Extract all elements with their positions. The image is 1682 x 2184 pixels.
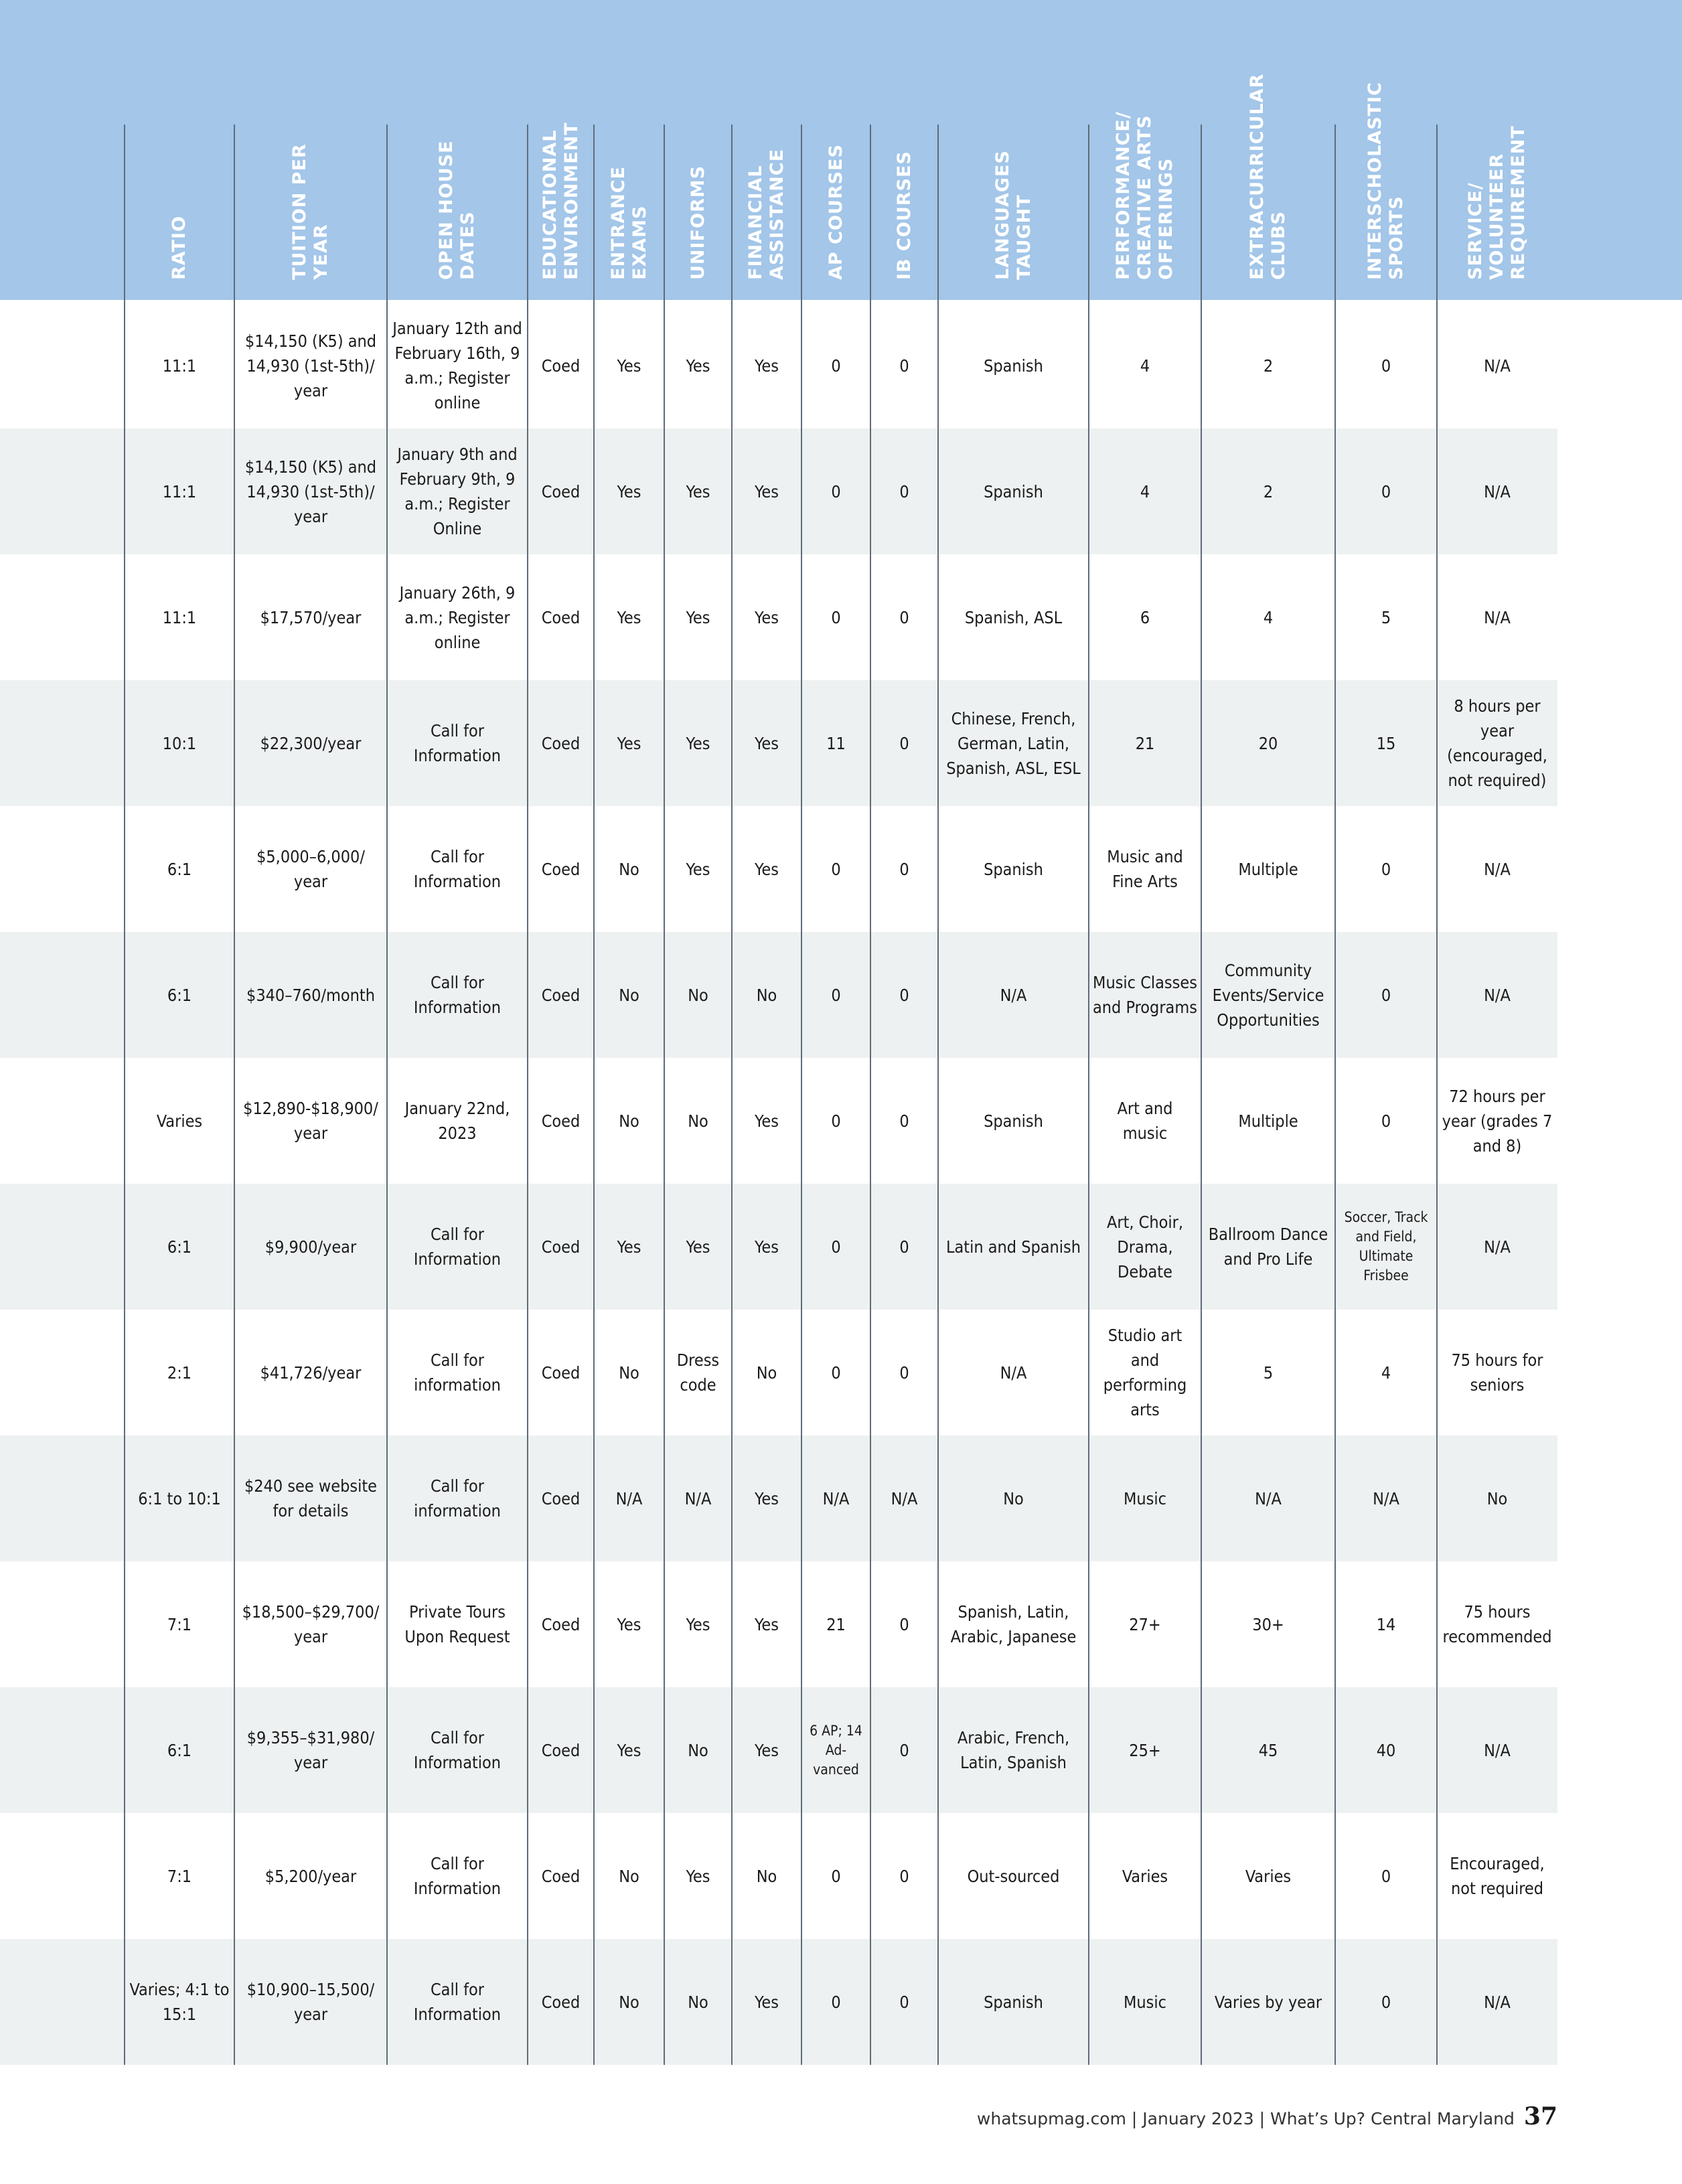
cell-ib-courses: 0 [899, 985, 909, 1005]
cell-tuition: $17,570/year [260, 607, 362, 627]
cell-service: N/A [1484, 607, 1511, 627]
cell-entrance-exams: Yes [617, 356, 641, 376]
cell-clubs: Multiple [1238, 859, 1298, 879]
col-header-clubs: EXTRACURRICULAR CLUBS [1247, 73, 1289, 280]
cell-sports: 4 [1381, 1362, 1391, 1383]
cell-clubs: Ballroom Dance and Pro Life [1208, 1225, 1328, 1269]
cell-environment: Coed [541, 859, 581, 879]
cell-languages: No [1003, 1488, 1024, 1508]
cell-arts: 25+ [1129, 1740, 1161, 1760]
cell-entrance-exams: Yes [617, 1740, 641, 1760]
gridline [234, 125, 235, 2065]
cell-clubs: N/A [1255, 1488, 1282, 1508]
cell-open-house: Call for information [414, 1350, 501, 1395]
cell-entrance-exams: N/A [615, 1488, 643, 1508]
page-number: 37 [1523, 2102, 1557, 2130]
cell-sports: Soccer, Track and Field, Ultimate Frisbee [1344, 1209, 1428, 1283]
cell-arts: 21 [1135, 733, 1155, 753]
cell-ratio: 7:1 [167, 1614, 192, 1634]
cell-financial-assistance: Yes [755, 733, 779, 753]
cell-environment: Coed [541, 607, 581, 627]
cell-entrance-exams: No [619, 1362, 639, 1383]
cell-clubs: 30+ [1252, 1614, 1284, 1634]
cell-uniforms: Yes [686, 481, 710, 501]
cell-uniforms: Yes [686, 607, 710, 627]
cell-ratio: 6:1 to 10:1 [138, 1488, 221, 1508]
cell-ap-courses: 0 [831, 859, 841, 879]
cell-financial-assistance: Yes [755, 1740, 779, 1760]
cell-clubs: 4 [1263, 607, 1274, 627]
cell-uniforms: No [688, 1992, 708, 2012]
cell-financial-assistance: Yes [755, 356, 779, 376]
cell-sports: 0 [1381, 985, 1391, 1005]
cell-environment: Coed [541, 1237, 581, 1257]
cell-uniforms: No [688, 985, 708, 1005]
cell-sports: 0 [1381, 481, 1391, 501]
cell-ib-courses: 0 [899, 1237, 909, 1257]
cell-clubs: Varies [1245, 1866, 1292, 1886]
cell-clubs: 45 [1258, 1740, 1278, 1760]
cell-languages: Chinese, French, German, Latin, Spanish, ASL, ESL [946, 708, 1081, 778]
gridline [386, 125, 388, 2065]
gridline [1088, 125, 1089, 2065]
cell-ap-courses: 0 [831, 481, 841, 501]
cell-ib-courses: 0 [899, 733, 909, 753]
col-header-environment: EDUCATIONAL ENVIRONMENT [539, 122, 582, 280]
col-header-sports: INTERSCHOLASTIC SPORTS [1365, 82, 1407, 280]
cell-entrance-exams: No [619, 1111, 639, 1131]
cell-ratio: 7:1 [167, 1866, 192, 1886]
cell-ap-courses: 0 [831, 985, 841, 1005]
cell-uniforms: Yes [686, 1614, 710, 1634]
cell-tuition: $240 see website for details [244, 1476, 378, 1520]
cell-arts: Art, Choir, Drama, Debate [1106, 1212, 1184, 1281]
cell-environment: Coed [541, 1866, 581, 1886]
col-header-ap-courses: AP COURSES [825, 144, 846, 280]
cell-environment: Coed [541, 1992, 581, 2012]
cell-financial-assistance: Yes [755, 481, 779, 501]
cell-languages: Spanish, Latin, Arabic, Japanese [950, 1602, 1077, 1646]
footer-site[interactable]: whatsupmag.com [976, 2109, 1126, 2128]
cell-ratio: 6:1 [167, 1740, 192, 1760]
cell-clubs: 2 [1263, 481, 1274, 501]
cell-open-house: Call for Information [413, 1980, 502, 2024]
cell-ratio: 6:1 [167, 985, 192, 1005]
cell-ib-courses: 0 [899, 356, 909, 376]
cell-uniforms: No [688, 1740, 708, 1760]
cell-ib-courses: 0 [899, 1992, 909, 2012]
cell-ap-courses: 0 [831, 1992, 841, 2012]
cell-open-house: Private Tours Upon Request [404, 1602, 510, 1646]
cell-languages: N/A [1000, 985, 1027, 1005]
cell-tuition: $12,890-$18,900/ year [243, 1099, 378, 1143]
cell-ratio: 11:1 [162, 481, 197, 501]
cell-open-house: Call for Information [413, 847, 502, 891]
cell-open-house: Call for Information [413, 1854, 502, 1898]
cell-open-house: January 22nd, 2023 [404, 1099, 510, 1143]
cell-ib-courses: 0 [899, 1362, 909, 1383]
cell-arts: 6 [1140, 607, 1150, 627]
cell-ib-courses: N/A [891, 1488, 918, 1508]
cell-financial-assistance: No [756, 1362, 777, 1383]
cell-service: 75 hours for seniors [1451, 1350, 1543, 1395]
cell-service: N/A [1484, 985, 1511, 1005]
cell-entrance-exams: No [619, 859, 639, 879]
cell-ib-courses: 0 [899, 481, 909, 501]
cell-environment: Coed [541, 1614, 581, 1634]
cell-arts: 4 [1140, 356, 1150, 376]
cell-ap-courses: 11 [826, 733, 846, 753]
cell-service: N/A [1484, 481, 1511, 501]
cell-sports: 40 [1376, 1740, 1396, 1760]
cell-financial-assistance: Yes [755, 1992, 779, 2012]
col-header-arts: PERFORMANCE/ CREATIVE ARTS OFFERINGS [1113, 111, 1176, 280]
cell-uniforms: N/A [684, 1488, 712, 1508]
col-header-uniforms: UNIFORMS [687, 165, 708, 280]
cell-ratio: 11:1 [162, 607, 197, 627]
col-header-entrance-exams: ENTRANCE EXAMS [607, 166, 650, 280]
cell-open-house: Call for Information [413, 1225, 502, 1269]
cell-ap-courses: 0 [831, 1111, 841, 1131]
gridline [124, 125, 125, 2065]
cell-ap-courses: 0 [831, 1362, 841, 1383]
cell-sports: 15 [1376, 733, 1396, 753]
cell-financial-assistance: Yes [755, 1111, 779, 1131]
cell-uniforms: Yes [686, 733, 710, 753]
cell-sports: 0 [1381, 356, 1391, 376]
cell-financial-assistance: Yes [755, 1614, 779, 1634]
gridline [593, 125, 595, 2065]
cell-arts: Music [1123, 1488, 1166, 1508]
cell-tuition: $340–760/month [246, 985, 375, 1005]
cell-uniforms: Yes [686, 1866, 710, 1886]
gridline [870, 125, 871, 2065]
cell-open-house: Call for information [414, 1476, 501, 1520]
cell-ratio: 6:1 [167, 859, 192, 879]
cell-uniforms: Dress code [676, 1350, 720, 1395]
cell-environment: Coed [541, 985, 581, 1005]
cell-uniforms: Yes [686, 356, 710, 376]
cell-environment: Coed [541, 481, 581, 501]
cell-tuition: $10,900–15,500/ year [246, 1980, 375, 2024]
cell-clubs: 2 [1263, 356, 1274, 376]
cell-clubs: 20 [1258, 733, 1278, 753]
cell-tuition: $41,726/year [260, 1362, 362, 1383]
cell-financial-assistance: Yes [755, 1488, 779, 1508]
gridline [1201, 125, 1202, 2065]
cell-clubs: 5 [1263, 1362, 1274, 1383]
cell-environment: Coed [541, 356, 581, 376]
cell-ap-courses: 6 AP; 14 Ad- vanced [810, 1722, 862, 1778]
cell-open-house: Call for Information [413, 1728, 502, 1772]
page-footer: whatsupmag.com | January 2023 | What’s Up? Central Maryland 37 [976, 2102, 1557, 2130]
footer-magazine: What’s Up? Central Maryland [1270, 2109, 1515, 2128]
col-header-ib-courses: IB COURSES [893, 151, 915, 280]
cell-service: N/A [1484, 356, 1511, 376]
gridline [731, 125, 733, 2065]
cell-clubs: Community Events/Service Opportunities [1212, 960, 1324, 1030]
cell-financial-assistance: No [756, 985, 777, 1005]
cell-entrance-exams: Yes [617, 481, 641, 501]
cell-ap-courses: 0 [831, 1237, 841, 1257]
cell-languages: Spanish [984, 481, 1043, 501]
cell-languages: Arabic, French, Latin, Spanish [957, 1728, 1070, 1772]
cell-sports: 14 [1376, 1614, 1396, 1634]
cell-tuition: $9,900/year [264, 1237, 357, 1257]
cell-environment: Coed [541, 1111, 581, 1131]
cell-service: N/A [1484, 859, 1511, 879]
cell-entrance-exams: Yes [617, 733, 641, 753]
gridline [937, 125, 939, 2065]
cell-environment: Coed [541, 1488, 581, 1508]
cell-ib-courses: 0 [899, 607, 909, 627]
cell-ap-courses: 0 [831, 1866, 841, 1886]
cell-ratio: 6:1 [167, 1237, 192, 1257]
cell-entrance-exams: No [619, 1866, 639, 1886]
cell-sports: 0 [1381, 1992, 1391, 2012]
cell-tuition: $5,000–6,000/ year [256, 847, 365, 891]
cell-environment: Coed [541, 1740, 581, 1760]
col-header-tuition: TUITION PER YEAR [289, 143, 331, 280]
cell-ratio: Varies [156, 1111, 203, 1131]
cell-ib-courses: 0 [899, 1614, 909, 1634]
cell-financial-assistance: Yes [755, 859, 779, 879]
cell-entrance-exams: No [619, 1992, 639, 2012]
cell-uniforms: Yes [686, 859, 710, 879]
cell-tuition: $9,355–$31,980/ year [246, 1728, 375, 1772]
cell-arts: 27+ [1129, 1614, 1161, 1634]
cell-arts: Music Classes and Programs [1093, 973, 1197, 1017]
cell-languages: Spanish [984, 859, 1043, 879]
cell-languages: N/A [1000, 1362, 1027, 1383]
cell-arts: Studio art and performing arts [1103, 1326, 1187, 1419]
cell-service: N/A [1484, 1740, 1511, 1760]
cell-languages: Latin and Spanish [945, 1237, 1081, 1257]
cell-sports: 0 [1381, 1866, 1391, 1886]
gridline [664, 125, 665, 2065]
cell-arts: Varies [1122, 1866, 1168, 1886]
cell-ib-courses: 0 [899, 1866, 909, 1886]
col-header-financial-assistance: FINANCIAL ASSISTANCE [745, 148, 787, 280]
cell-open-house: January 26th, 9 a.m.; Register online [399, 582, 516, 652]
cell-financial-assistance: No [756, 1866, 777, 1886]
cell-languages: Spanish [984, 356, 1043, 376]
cell-languages: Spanish, ASL [964, 607, 1063, 627]
cell-tuition: $14,150 (K5) and 14,930 (1st-5th)/ year [244, 457, 377, 526]
cell-ap-courses: 0 [831, 607, 841, 627]
cell-clubs: Varies by year [1214, 1992, 1322, 2012]
cell-ap-courses: 0 [831, 356, 841, 376]
cell-ratio: 2:1 [167, 1362, 192, 1383]
cell-ap-courses: 21 [826, 1614, 846, 1634]
cell-tuition: $5,200/year [264, 1866, 357, 1886]
col-header-languages: LANGUAGES TAUGHT [992, 150, 1035, 280]
cell-languages: Spanish [984, 1992, 1043, 2012]
gridline [1436, 125, 1438, 2065]
cell-languages: Spanish [984, 1111, 1043, 1131]
cell-environment: Coed [541, 733, 581, 753]
col-header-open-house: OPEN HOUSE DATES [436, 140, 478, 280]
cell-service: Encouraged, not required [1450, 1854, 1545, 1898]
gridline [801, 125, 802, 2065]
col-header-ratio: RATIO [169, 215, 189, 280]
cell-service: N/A [1484, 1237, 1511, 1257]
cell-sports: 0 [1381, 859, 1391, 879]
cell-service: 75 hours recommended [1442, 1602, 1552, 1646]
cell-ratio: 11:1 [162, 356, 197, 376]
cell-ib-courses: 0 [899, 859, 909, 879]
cell-arts: 4 [1140, 481, 1150, 501]
cell-tuition: $14,150 (K5) and 14,930 (1st-5th)/ year [244, 331, 377, 400]
cell-sports: 0 [1381, 1111, 1391, 1131]
cell-tuition: $22,300/year [260, 733, 362, 753]
cell-service: 8 hours per year (encouraged, not required) [1447, 696, 1547, 790]
cell-uniforms: Yes [686, 1237, 710, 1257]
cell-sports: N/A [1373, 1488, 1399, 1508]
cell-languages: Out-sourced [967, 1866, 1060, 1886]
footer-issue: January 2023 [1142, 2109, 1254, 2128]
gridline [1334, 125, 1336, 2065]
cell-entrance-exams: No [619, 985, 639, 1005]
cell-arts: Music [1123, 1992, 1166, 2012]
cell-entrance-exams: Yes [617, 1614, 641, 1634]
cell-clubs: Multiple [1238, 1111, 1298, 1131]
cell-open-house: January 12th and February 16th, 9 a.m.; Register online [392, 319, 522, 412]
col-header-service: SERVICE/ VOLUNTEER REQUIREMENT [1465, 125, 1529, 280]
cell-open-house: Call for Information [413, 721, 502, 765]
cell-entrance-exams: Yes [617, 1237, 641, 1257]
cell-entrance-exams: Yes [617, 607, 641, 627]
cell-uniforms: No [688, 1111, 708, 1131]
cell-service: No [1486, 1488, 1508, 1508]
cell-ratio: Varies; 4:1 to 15:1 [129, 1980, 230, 2024]
cell-ap-courses: N/A [822, 1488, 850, 1508]
cell-environment: Coed [541, 1362, 581, 1383]
cell-open-house: January 9th and February 9th, 9 a.m.; Register Online [397, 445, 518, 538]
gridline [527, 125, 528, 2065]
cell-open-house: Call for Information [413, 973, 502, 1017]
cell-arts: Music and Fine Arts [1107, 847, 1183, 891]
cell-ratio: 10:1 [162, 733, 197, 753]
cell-sports: 5 [1381, 607, 1391, 627]
cell-tuition: $18,500–$29,700/ year [242, 1602, 380, 1646]
cell-financial-assistance: Yes [755, 607, 779, 627]
cell-arts: Art and music [1117, 1099, 1173, 1143]
cell-service: 72 hours per year (grades 7 and 8) [1442, 1086, 1553, 1156]
cell-service: N/A [1484, 1992, 1511, 2012]
cell-financial-assistance: Yes [755, 1237, 779, 1257]
cell-ib-courses: 0 [899, 1111, 909, 1131]
cell-ib-courses: 0 [899, 1740, 909, 1760]
